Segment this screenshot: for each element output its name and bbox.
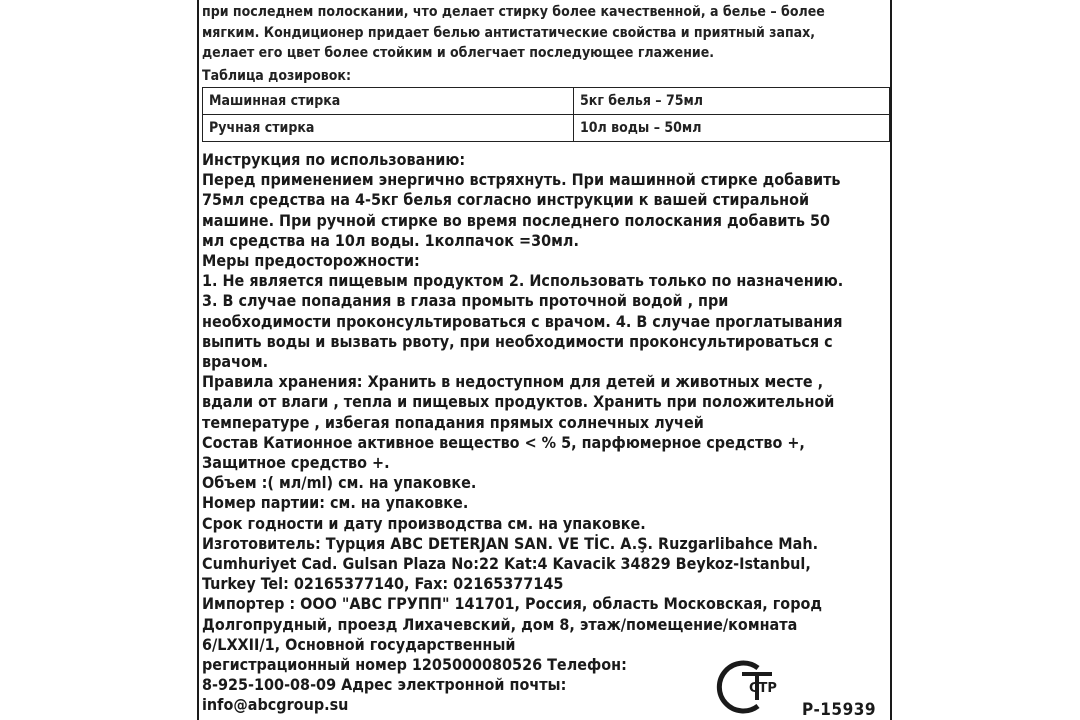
text-line: 6/LXXII/1, Основной государственный — [202, 635, 516, 654]
text-line: регистрационный номер 1205000080526 Телефон: — [202, 655, 627, 674]
eac-ctp-mark-icon — [708, 656, 778, 718]
text-line: Turkey Tel: 02165377140, Fax: 02165377145 — [202, 574, 564, 593]
intro-line: при последнем полоскании, что делает стирку более качественной, а белье – более — [202, 4, 825, 20]
storage-heading: Правила хранения: Хранить в недоступном для детей и животных месте , — [202, 372, 824, 391]
dosage-amount-cell: 10л воды – 50мл — [574, 115, 890, 142]
text-line: Перед применением энергично встряхнуть. При машинной стирке добавить — [202, 170, 841, 189]
text-line: вдали от влаги , тепла и пищевых продуктов. Хранить при положительной — [202, 392, 835, 411]
intro-line: делает его цвет более стойким и облегчает последующее глажение. — [202, 45, 715, 61]
shelf-life-line: Срок годности и дату производства см. на упаковке. — [202, 514, 646, 533]
intro-line: мягким. Кондиционер придает белью антистатические свойства и приятный запах, — [202, 25, 816, 41]
email-line: info@abcgroup.su — [202, 695, 349, 714]
text-line: Защитное средство +. — [202, 453, 390, 472]
dosage-mode-cell: Машинная стирка — [203, 88, 574, 115]
text-line: врачом. — [202, 352, 269, 371]
volume-line: Объем :( мл/ml) см. на упаковке. — [202, 473, 477, 492]
text-line: Cumhuriyet Cad. Gulsan Plaza No:22 Kat:4 Kavacik 34829 Beykoz-Istanbul, — [202, 554, 811, 573]
dosage-table — [202, 87, 890, 142]
precautions-heading: Меры предосторожности: — [202, 251, 420, 270]
text-line: мл средства на 10л воды. 1колпачок =30мл. — [202, 231, 579, 250]
table-row — [203, 115, 890, 142]
dosage-amount-cell: 5кг белья – 75мл — [574, 88, 890, 115]
batch-line: Номер партии: см. на упаковке. — [202, 493, 469, 512]
cert-mark-text: CTP — [749, 681, 777, 696]
contact-line: 8-925-100-08-09 Адрес электронной почты: — [202, 675, 567, 694]
table-row — [203, 88, 890, 115]
text-line: необходимости проконсультироваться с врачом. 4. В случае проглатывания — [202, 312, 843, 331]
manufacturer-line: Изготовитель: Турция ABC DETERJAN SAN. VE TİC. A.Ş. Ruzgarlibahce Mah. — [202, 534, 819, 553]
text-line: 75мл средства на 4-5кг белья согласно инструкции к вашей стиральной — [202, 190, 810, 209]
product-label — [197, 0, 892, 720]
text-line: температуре , избегая попадания прямых солнечных лучей — [202, 413, 704, 432]
cert-code: P-15939 — [802, 700, 876, 720]
dosage-mode-cell: Ручная стирка — [203, 115, 574, 142]
text-line: выпить воды и вызвать рвоту, при необходимости проконсультироваться с — [202, 332, 833, 351]
text-line: Долгопрудный, проезд Лихачевский, дом 8, этаж/помещение/комната — [202, 615, 798, 634]
importer-line: Импортер : ООО "АВС ГРУПП" 141701, Россия, область Московская, город — [202, 594, 823, 613]
certification-block — [708, 656, 878, 720]
dosage-table-title: Таблица дозировок: — [202, 68, 352, 84]
usage-heading: Инструкция по использованию: — [202, 150, 466, 169]
text-line: машине. При ручной стирке во время последнего полоскания добавить 50 — [202, 211, 830, 230]
text-line: 3. В случае попадания в глаза промыть проточной водой , при — [202, 291, 729, 310]
text-line: 1. Не является пищевым продуктом 2. Использовать только по назначению. — [202, 271, 844, 290]
composition-line: Состав Катионное активное вещество < % 5, парфюмерное средство +, — [202, 433, 805, 452]
